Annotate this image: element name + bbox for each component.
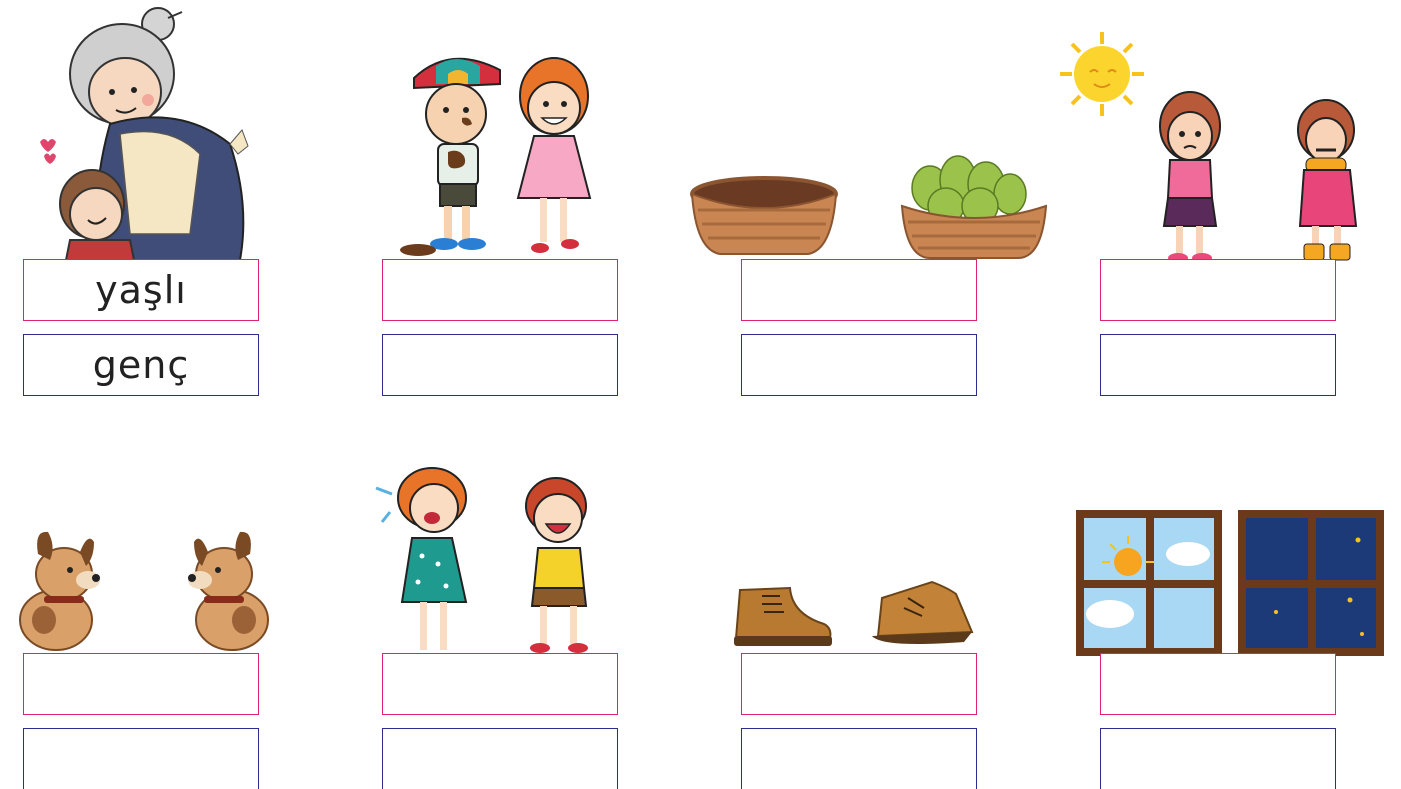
answer-box-top-7[interactable] [741,653,977,715]
crying-and-laughing-children-illustration [372,452,634,656]
answer-box-top-1[interactable] [23,259,259,321]
answer-box-bottom-5[interactable] [23,728,259,789]
answer-box-bottom-1[interactable] [23,334,259,396]
day-and-night-windows-illustration [1076,510,1384,656]
answer-box-top-5[interactable] [23,653,259,715]
answer-box-top-6[interactable] [382,653,618,715]
answer-box-bottom-7[interactable] [741,728,977,789]
answer-text: yaşlı [95,268,187,312]
answer-box-bottom-6[interactable] [382,728,618,789]
answer-box-bottom-8[interactable] [1100,728,1336,789]
answer-box-top-3[interactable] [741,259,977,321]
hot-and-cold-girls-illustration [1060,30,1376,264]
answer-box-top-8[interactable] [1100,653,1336,715]
empty-and-full-baskets-illustration [690,150,1052,262]
two-dogs-illustration [4,528,284,654]
answer-box-bottom-4[interactable] [1100,334,1336,396]
answer-box-bottom-3[interactable] [741,334,977,396]
answer-box-top-4[interactable] [1100,259,1336,321]
answer-box-top-2[interactable] [382,259,618,321]
new-and-old-boots-illustration [732,578,978,656]
answer-text: genç [92,343,190,387]
answer-box-bottom-2[interactable] [382,334,618,396]
dirty-and-clean-children-illustration [400,48,612,260]
grandmother-and-child-illustration [30,4,270,260]
